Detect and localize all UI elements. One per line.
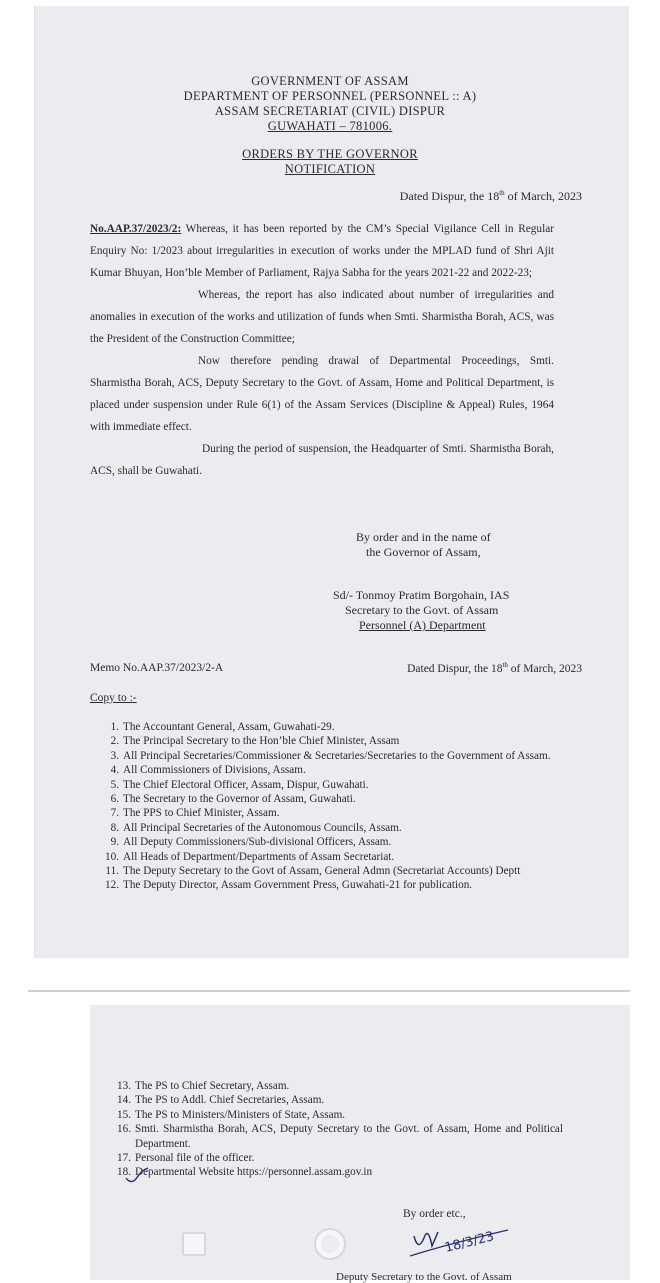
- copy-item-number: 4.: [110, 764, 119, 777]
- copy-list-item: [101, 821, 553, 835]
- copy-item-number: 10.: [105, 850, 119, 863]
- copy-item-number: 9.: [110, 836, 119, 849]
- copy-item-text: The Secretary to the Governor of Assam, Guwahati.: [123, 793, 356, 806]
- orders-heading: ORDERS BY THE GOVERNOR: [242, 147, 418, 161]
- copy-item-number: 7.: [110, 807, 119, 820]
- copy-item-number: 3.: [110, 749, 119, 762]
- signatory-dept: Personnel (A) Department: [359, 618, 486, 632]
- memo-dated: Dated Dispur, the 18th of March, 2023: [407, 661, 582, 675]
- page-divider: [28, 990, 630, 992]
- header-secretariat: ASSAM SECRETARIAT (CIVIL) DISPUR: [214, 104, 446, 118]
- order-number: No.AAP.37/2023/2:: [90, 223, 182, 235]
- paragraph-3: Now therefore pending drawal of Departmental Proceedings, Smti. Sharmistha Borah, ACS, Deputy Secretary to the Govt. of Assam, Home and Political Department, is placed under suspension under Rule 6(1) of the Assam Services (Discipline & Appeal) Rules, 1964 with immediate effect.: [90, 355, 554, 433]
- handwritten-initials: [408, 1222, 528, 1262]
- copy-list-item: [101, 749, 553, 763]
- paragraph-2: Whereas, the report has also indicated about number of irregularities and anomalies in execution of the works and utilization of funds when Smti. Sharmistha Borah, ACS, was the President of the Construction Committee;: [90, 289, 554, 345]
- copy-item-number: 2.: [110, 735, 119, 748]
- copy-item-number: 5.: [110, 778, 119, 791]
- copy-item-text: The Deputy Secretary to the Govt of Assam, General Admn (Secretariat Accounts) Deptt: [123, 865, 521, 878]
- copy-list-continued: [113, 1079, 563, 1180]
- copy-list-item: [101, 864, 553, 878]
- by-order-line-1: By order and in the name of: [356, 530, 491, 544]
- copy-item-number: 6.: [110, 793, 119, 806]
- copy-list-item: [113, 1165, 563, 1179]
- copy-item-number: 8.: [110, 821, 119, 834]
- copy-item-number: 15.: [117, 1108, 131, 1121]
- signatory-title: Secretary to the Govt. of Assam: [345, 603, 499, 617]
- copy-list-item: [101, 792, 553, 806]
- copy-to-heading: Copy to :-: [90, 692, 137, 704]
- header-govt: GOVERNMENT OF ASSAM: [251, 74, 409, 88]
- copy-item-number: 13.: [117, 1080, 131, 1092]
- copy-list-item: [113, 1108, 563, 1122]
- copy-item-text: All Commissioners of Divisions, Assam.: [123, 764, 306, 777]
- dated-line: Dated Dispur, the 18th of March, 2023: [399, 189, 582, 203]
- copy-item-text: The Principal Secretary to the Hon’ble Chief Minister, Assam: [123, 735, 400, 748]
- header-dept: DEPARTMENT OF PERSONNEL (PERSONNEL :: A): [183, 89, 477, 103]
- signatory-cutoff: Deputy Secretary to the Govt. of Assam: [336, 1271, 512, 1283]
- copy-list-item: [101, 763, 553, 777]
- copy-list-item: [101, 850, 553, 864]
- copy-list-item: [101, 734, 553, 748]
- copy-item-text: All Principal Secretaries of the Autonomous Councils, Assam.: [123, 821, 402, 834]
- paragraph-4: During the period of suspension, the Headquarter of Smti. Sharmistha Borah, ACS, shall be Guwahati.: [90, 443, 554, 477]
- handwritten-date: 18/3/23: [443, 1229, 496, 1256]
- copy-item-text: The PS to Addl. Chief Secretaries, Assam.: [135, 1094, 325, 1107]
- notification-heading: NOTIFICATION: [284, 162, 376, 176]
- copy-item-text: The PS to Ministers/Ministers of State, Assam.: [135, 1108, 346, 1121]
- order-body: [90, 218, 554, 482]
- copy-list-item: [101, 720, 553, 734]
- viewer-home-button[interactable]: [314, 1228, 346, 1260]
- by-order-etc: By order etc.,: [403, 1208, 466, 1220]
- memo-number: Memo No.AAP.37/2023/2-A: [90, 662, 224, 674]
- copy-list-item: [113, 1079, 563, 1093]
- paragraph-1: No.AAP.37/2023/2: Whereas, it has been reported by the CM’s Special Vigilance Cell in Regular Enquiry No: 1/2023 about irregularities in execution of works under the MPLAD fund of Shri Ajit Kumar Bhuyan, Hon’ble Member of Parliament, Rajya Sabha for the years 2021-22 and 2022-23;: [90, 223, 554, 279]
- copy-item-text: Personal file of the officer.: [135, 1152, 255, 1165]
- copy-item-number: 17.: [117, 1152, 131, 1165]
- copy-item-number: 12.: [105, 879, 119, 892]
- copy-item-text: Departmental Website https://personnel.assam.gov.in: [135, 1166, 373, 1179]
- copy-list-item: [101, 878, 553, 892]
- copy-list-item: [101, 806, 553, 820]
- header-city: GUWAHATI – 781006.: [267, 119, 393, 133]
- copy-item-text: The PS to Chief Secretary, Assam.: [135, 1080, 290, 1092]
- viewer-square-button[interactable]: [182, 1232, 206, 1256]
- copy-item-number: 11.: [105, 865, 119, 878]
- by-order-line-2: the Governor of Assam,: [366, 545, 481, 559]
- copy-item-text: The Accountant General, Assam, Guwahati-29.: [123, 721, 335, 733]
- signatory-name: Sd/- Tonmoy Pratim Borgohain, IAS: [333, 588, 510, 602]
- copy-item-text: All Heads of Department/Departments of Assam Secretariat.: [123, 850, 395, 863]
- copy-list-item: [113, 1122, 563, 1151]
- copy-item-text: The Deputy Director, Assam Government Press, Guwahati-21 for publication.: [123, 879, 473, 892]
- copy-item-text: All Principal Secretaries/Commissioner & Secretaries/Secretaries to the Government of Assam.: [123, 749, 551, 762]
- copy-item-text: The Chief Electoral Officer, Assam, Dispur, Guwahati.: [123, 778, 369, 791]
- tick-mark-icon: [124, 1166, 150, 1186]
- copy-item-text: All Deputy Commissioners/Sub-divisional Officers, Assam.: [123, 836, 392, 849]
- copy-item-number: 18.: [117, 1166, 131, 1179]
- copy-list: [101, 720, 553, 893]
- copy-list-item: [113, 1151, 563, 1165]
- copy-list-item: [101, 778, 553, 792]
- copy-item-text: Smti. Sharmistha Borah, ACS, Deputy Secretary to the Govt. of Assam, Home and Political Department.: [135, 1123, 563, 1150]
- copy-list-item: [113, 1093, 563, 1107]
- copy-item-text: The PPS to Chief Minister, Assam.: [123, 807, 280, 820]
- copy-list-item: [101, 835, 553, 849]
- copy-item-number: 1.: [110, 721, 119, 733]
- copy-item-number: 14.: [117, 1094, 131, 1107]
- copy-item-number: 16.: [117, 1123, 131, 1136]
